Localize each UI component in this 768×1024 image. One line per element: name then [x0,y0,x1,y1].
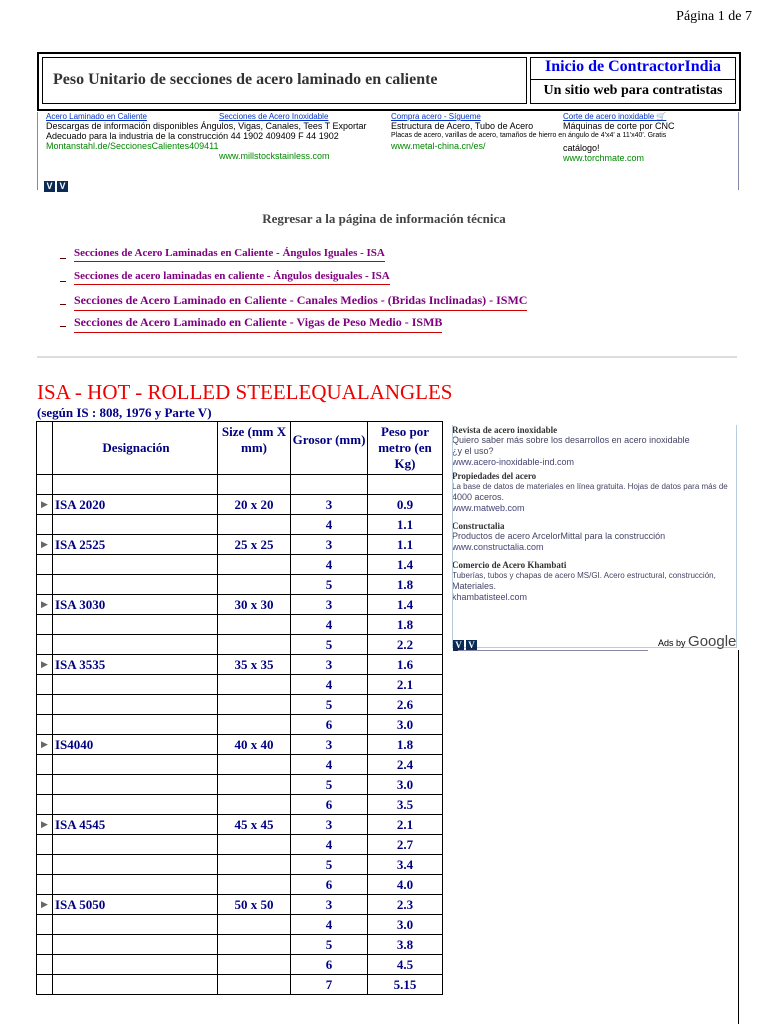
row-arrow-icon [37,715,53,735]
cell-size [218,675,291,695]
cell-designation [53,615,218,635]
side-ad-desc: Productos de acero ArcelorMittal para la construcción [452,531,666,541]
cell-weight: 1.1 [368,515,443,535]
cell-size [218,915,291,935]
row-arrow-icon [37,775,53,795]
ad-nav-buttons [44,176,70,194]
cell-weight: 2.1 [368,815,443,835]
row-arrow-icon [37,795,53,815]
table-row [37,955,443,975]
cell-weight: 3.8 [368,935,443,955]
cell-designation [53,755,218,775]
cell-weight [368,475,443,495]
cell-designation [53,675,218,695]
ad-desc [219,121,330,131]
cell-designation: IS4040 [53,735,218,755]
cell-designation: ISA 2020 [53,495,218,515]
cell-size [218,795,291,815]
bullet-icon [60,252,66,259]
row-arrow-icon[interactable]: ▶ [37,735,53,755]
cell-weight: 1.1 [368,535,443,555]
cell-designation [53,575,218,595]
cell-size [218,515,291,535]
cell-designation: ISA 3030 [53,595,218,615]
cell-thickness: 4 [291,555,368,575]
cell-weight: 4.5 [368,955,443,975]
cell-size: 45 x 45 [218,815,291,835]
cell-thickness: 6 [291,955,368,975]
cell-designation [53,855,218,875]
cell-thickness: 3 [291,815,368,835]
cell-weight: 1.6 [368,655,443,675]
cell-size [218,835,291,855]
row-arrow-icon[interactable]: ▶ [37,655,53,675]
cell-size [218,875,291,895]
ad-url[interactable]: www.millstockstainless.com [219,151,330,161]
table-row [37,815,443,835]
table-row [37,755,443,775]
table-row [37,895,443,915]
row-arrow-icon [37,975,53,995]
row-arrow-icon [37,515,53,535]
table-row [37,935,443,955]
section-link[interactable]: Secciones de Acero Laminadas en Caliente - Ángulos Iguales - ISA [74,247,385,262]
row-arrow-icon[interactable]: ▶ [37,815,53,835]
cell-designation [53,715,218,735]
table-row [37,835,443,855]
cell-designation [53,975,218,995]
cell-thickness: 5 [291,695,368,715]
ads-by-google[interactable] [658,633,736,650]
cell-designation [53,795,218,815]
cell-thickness: 5 [291,775,368,795]
cell-weight: 0.9 [368,495,443,515]
row-arrow-icon [37,755,53,775]
ad-spacer [219,141,330,151]
side-ad-title[interactable]: Comercio de Acero Khambati [452,560,567,570]
cell-designation: ISA 5050 [53,895,218,915]
cell-thickness [291,475,368,495]
side-ad-url[interactable]: khambatisteel.com [452,592,528,602]
side-ads-divider [458,650,648,651]
cart-icon: 🛒 [656,112,667,121]
ad-title[interactable] [563,112,675,121]
cell-size: 30 x 30 [218,595,291,615]
row-arrow-icon [37,955,53,975]
cell-size: 35 x 35 [218,655,291,675]
cell-size: 20 x 20 [218,495,291,515]
page-number: Página 1 de 7 [676,9,752,24]
cell-designation [53,955,218,975]
steel-table [36,421,443,995]
cell-weight: 2.2 [368,635,443,655]
side-ad-title[interactable]: Constructalia [452,521,505,531]
divider [37,356,737,358]
cell-designation [53,915,218,935]
header-designation: Designación [53,422,218,475]
cell-thickness: 4 [291,755,368,775]
cell-size: 40 x 40 [218,735,291,755]
side-ad-title[interactable]: Propiedades del acero [452,471,537,481]
table-row [37,635,443,655]
cell-thickness: 4 [291,915,368,935]
side-ad-desc: La base de datos de materiales en línea gratuita. Hojas de datos para más de [452,482,728,491]
table-row [37,535,443,555]
cell-designation [53,875,218,895]
ad-url[interactable]: www.metal-china.cn/es/ [391,141,486,151]
row-arrow-icon[interactable]: ▶ [37,535,53,555]
table-row [37,515,443,535]
cell-thickness: 3 [291,595,368,615]
cell-weight: 2.4 [368,755,443,775]
cell-thickness: 4 [291,675,368,695]
table-row [37,915,443,935]
table-row [37,475,443,495]
ads-by-label: Ads by [658,638,686,648]
section-link[interactable]: Secciones de Acero Laminado en Caliente - Vigas de Peso Medio - ISMB [74,315,442,333]
table-row [37,735,443,755]
row-arrow-icon [37,555,53,575]
cell-size [218,615,291,635]
ad-desc: Máquinas de corte por CNC [563,121,675,131]
home-link[interactable]: Inicio de ContractorIndia [531,58,735,80]
cell-size [218,635,291,655]
ad-desc-2: Placas de acero, varillas de acero, tamaños de hierro en ángulo de 4'x4' a 11'x40'. Gratis [391,132,667,139]
cell-designation [53,555,218,575]
ad-desc-2 [219,131,330,141]
row-arrow-icon [37,615,53,635]
side-ad-url[interactable]: www.matweb.com [452,503,525,513]
cell-size [218,855,291,875]
cell-thickness: 5 [291,935,368,955]
table-body [37,475,443,995]
side-ad-desc-2: 4000 aceros. [452,492,505,502]
row-arrow-icon [37,855,53,875]
ad-title-text[interactable]: Corte de acero inoxidable [563,112,655,121]
cell-weight: 1.8 [368,735,443,755]
side-ads [452,425,737,650]
cell-thickness: 4 [291,515,368,535]
row-arrow-icon [37,695,53,715]
cell-weight: 2.1 [368,675,443,695]
cell-thickness: 3 [291,655,368,675]
cell-thickness: 3 [291,895,368,915]
cell-weight: 2.6 [368,695,443,715]
cell-weight: 4.0 [368,875,443,895]
table-row [37,715,443,735]
bullet-icon [60,320,66,327]
table-row [37,875,443,895]
table-row [37,855,443,875]
cell-thickness: 4 [291,835,368,855]
side-ad-desc-2: Materiales. [452,581,497,591]
table-row [37,695,443,715]
cell-designation: ISA 2525 [53,535,218,555]
table-row [37,675,443,695]
header-brand-cell [530,57,736,104]
page-heading: ISA - HOT - ROLLED STEELEQUALANGLES [37,380,453,404]
side-ad-url[interactable]: www.constructalia.com [452,542,544,552]
header-title: Peso Unitario de secciones de acero laminado en caliente [53,71,438,88]
row-arrow-icon[interactable]: ▶ [37,595,53,615]
page-subheading: (según IS : 808, 1976 y Parte V) [37,405,212,420]
row-arrow-icon [37,475,53,495]
table-row [37,655,443,675]
row-arrow-icon [37,835,53,855]
row-arrow-icon [37,875,53,895]
header-thickness: Grosor (mm) [291,422,368,475]
table-row [37,555,443,575]
cell-weight: 3.5 [368,795,443,815]
header-spacer [37,422,53,475]
table-row [37,795,443,815]
ad-desc-2: catálogo! [563,143,600,153]
ad-title[interactable]: Compra acero - Sígueme [391,112,481,121]
cell-thickness: 5 [291,855,368,875]
cell-weight: 3.0 [368,775,443,795]
cell-size [218,755,291,775]
cell-size [218,555,291,575]
cell-weight: 1.8 [368,575,443,595]
cell-designation [53,635,218,655]
cell-designation: ISA 3535 [53,655,218,675]
ad-nav-down-icon[interactable]: V [453,640,464,651]
ad-2[interactable] [219,112,330,161]
bullet-icon [60,298,66,305]
cell-size [218,955,291,975]
row-arrow-icon [37,575,53,595]
table-row [37,575,443,595]
section-link[interactable]: Secciones de acero laminadas en caliente - Ángulos desiguales - ISA [74,270,390,285]
side-ad-desc: Tuberías, tubos y chapas de acero MS/GI. Acero estructural, construcción, [452,571,716,580]
cell-thickness: 3 [291,735,368,755]
cell-size [218,695,291,715]
bullet-icon [60,275,66,282]
ad-4[interactable] [563,112,675,163]
side-ads-frame [452,425,737,648]
cell-designation [53,835,218,855]
row-arrow-icon[interactable]: ▶ [37,895,53,915]
table-row [37,495,443,515]
cell-weight: 2.3 [368,895,443,915]
row-arrow-icon [37,915,53,935]
cell-weight: 3.0 [368,715,443,735]
cell-weight: 1.8 [368,615,443,635]
table-header-row [37,422,443,475]
section-link[interactable]: Secciones de Acero Laminado en Caliente - Canales Medios - (Bridas Inclinadas) - ISMC [74,293,527,311]
header-subtitle: Un sitio web para contratistas [543,83,723,98]
cell-size [218,715,291,735]
cell-thickness: 5 [291,635,368,655]
ad-nav-down-icon[interactable]: V [57,181,68,192]
page-right-rule [738,650,739,1024]
cell-thickness: 5 [291,575,368,595]
cell-size [218,935,291,955]
row-arrow-icon[interactable]: ▶ [37,495,53,515]
ad-url[interactable]: Montanstahl.de/SeccionesCalientes409411 [46,141,219,151]
cell-weight: 3.4 [368,855,443,875]
ad-nav-down-icon[interactable]: V [466,640,477,651]
table-row [37,975,443,995]
google-logo: Google [688,633,737,650]
back-link[interactable]: Regresar a la página de información técnica [262,211,506,226]
cell-weight: 1.4 [368,555,443,575]
table-row [37,775,443,795]
cell-weight: 3.0 [368,915,443,935]
cell-thickness: 7 [291,975,368,995]
side-ad-desc: Quiero saber más sobre los desarrollos en acero inoxidable [452,435,690,445]
ad-nav-down-icon[interactable]: V [44,181,55,192]
row-arrow-icon [37,635,53,655]
row-arrow-icon [37,935,53,955]
cell-thickness: 4 [291,615,368,635]
cell-size [218,975,291,995]
ad-title[interactable]: Acero Laminado en Caliente [46,112,147,121]
cell-designation [53,695,218,715]
cell-thickness: 6 [291,795,368,815]
cell-thickness: 6 [291,715,368,735]
ad-title[interactable]: Secciones de Acero Inoxidable [219,112,329,121]
side-ad-url[interactable]: www.acero-inoxidable-ind.com [452,457,575,467]
cell-thickness: 3 [291,495,368,515]
cell-size [218,575,291,595]
ad-desc: Descargas de información disponibles Ángulos, Vigas, Canales, Tees T Exportar [46,121,367,131]
cell-size [218,775,291,795]
cell-designation [53,515,218,535]
table-row [37,615,443,635]
cell-thickness: 6 [291,875,368,895]
cell-weight: 1.4 [368,595,443,615]
header-title-cell [42,57,527,104]
cell-designation [53,475,218,495]
cell-size [218,475,291,495]
ad-url[interactable]: www.torchmate.com [563,153,645,163]
cell-thickness: 3 [291,535,368,555]
side-ad-desc-2: ¿y el uso? [452,446,494,456]
cell-designation [53,935,218,955]
ad-desc: Estructura de Acero, Tubo de Acero [391,121,534,131]
ad-desc-2: Adecuado para la industria de la construcción 44 1902 409409 F 44 1902 [46,131,339,141]
side-ad-title[interactable]: Revista de acero inoxidable [452,425,558,435]
cell-designation [53,775,218,795]
header-size: Size (mm X mm) [218,422,291,475]
cell-weight: 2.7 [368,835,443,855]
cell-weight: 5.15 [368,975,443,995]
header-weight: Peso por metro (en Kg) [368,422,443,475]
header-box [37,52,741,111]
cell-designation: ISA 4545 [53,815,218,835]
cell-size: 50 x 50 [218,895,291,915]
cell-size: 25 x 25 [218,535,291,555]
row-arrow-icon [37,675,53,695]
top-ads-bar [37,112,739,190]
table-row [37,595,443,615]
